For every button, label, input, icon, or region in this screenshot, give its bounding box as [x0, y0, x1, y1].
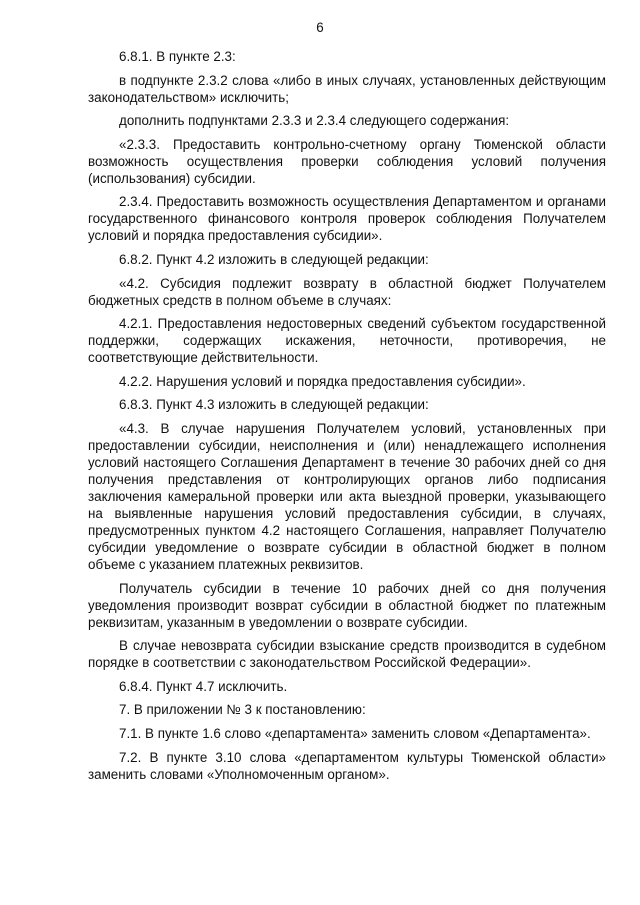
paragraph: 4.2.1. Предоставления недостоверных сведений субъектом государственной поддержки, содержащих искажения, неточности, противоречия, не соответствующие действительности.	[88, 316, 606, 366]
paragraph: «4.2. Субсидия подлежит возврату в областной бюджет Получателем бюджетных средств в полном объеме в случаях:	[88, 275, 606, 308]
paragraph: 7.1. В пункте 1.6 слово «департамента» заменить словом «Департамента».	[119, 725, 591, 741]
paragraph: 7. В приложении № 3 к постановлению:	[119, 702, 366, 718]
paragraph: 4.2.2. Нарушения условий и порядка предоставления субсидии».	[119, 373, 526, 389]
paragraph: «4.3. В случае нарушения Получателем условий, установленных при предоставлении субсидии, неисполнения и (или) ненадлежащего исполнения условий настоящего Соглашения Департамент в течение 30 рабочих дней со дня получения представления от контролирующих органов либо подписания заключения камеральной проверки или акта выездной проверки, указывающего на выявленные нарушения условий предоставления субсидии, в случаях, предусмотренных пунктом 4.2 настоящего Соглашения, направляет Получателю субсидии уведомление о возврате субсидии в областной бюджет в полном объеме с указанием платежных реквизитов.	[88, 420, 606, 572]
page-number: 6	[316, 20, 324, 35]
paragraph: Получатель субсидии в течение 10 рабочих дней со дня получения уведомления производит возврат субсидии в областной бюджет по платежным реквизитам, указанным в уведомлении о возврате субсидии.	[88, 580, 606, 630]
paragraph: дополнить подпунктами 2.3.3 и 2.3.4 следующего содержания:	[119, 113, 510, 129]
paragraph: «2.3.3. Предоставить контрольно-счетному органу Тюменской области возможность осуществления проверки соблюдения условий получения (использования) субсидии.	[88, 136, 606, 186]
paragraph: 6.8.4. Пункт 4.7 исключить.	[119, 678, 288, 694]
document-body	[88, 48, 606, 789]
paragraph: в подпункте 2.3.2 слова «либо в иных случаях, установленных действующим законодательством» исключить;	[88, 72, 606, 105]
paragraph: В случае невозврата субсидии взыскание средств производится в судебном порядке в соответствии с законодательством Российской Федерации».	[88, 638, 606, 671]
paragraph: 2.3.4. Предоставить возможность осуществления Департаментом и органами государственного финансового контроля проверок соблюдения Получателем условий и порядка предоставления субсидии».	[88, 194, 606, 244]
paragraph: 6.8.1. В пункте 2.3:	[119, 49, 236, 64]
paragraph: 6.8.3. Пункт 4.3 изложить в следующей редакции:	[119, 397, 429, 413]
paragraph: 6.8.2. Пункт 4.2 изложить в следующей редакции:	[119, 251, 429, 267]
paragraph: 7.2. В пункте 3.10 слова «департаментом культуры Тюменской области» заменить словами «Уполномоченным органом».	[88, 749, 606, 782]
